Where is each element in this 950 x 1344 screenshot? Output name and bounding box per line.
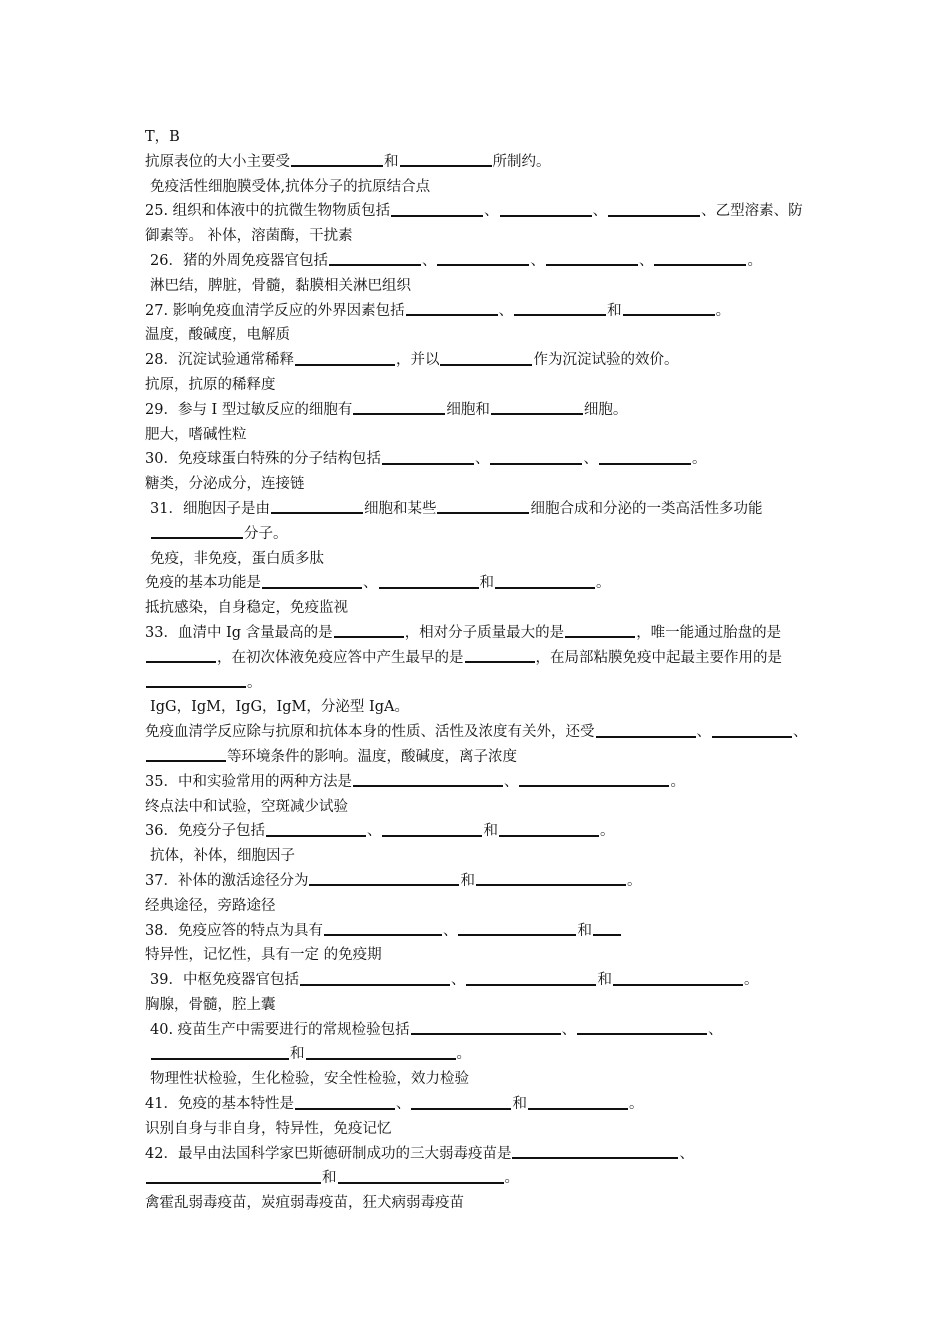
fill-blank[interactable] [437,499,529,515]
answer-line: 免疫活性细胞膜受体,抗体分子的抗原结合点 [150,178,431,195]
fill-blank[interactable] [151,523,243,539]
fill-blank[interactable] [593,920,621,936]
fill-blank[interactable] [565,623,635,639]
fill-blank[interactable] [400,151,492,167]
answer-line: IgG，IgM，IgG，IgM，分泌型 IgA。 [150,699,409,716]
fill-blank[interactable] [309,871,459,887]
question-line: 25. 组织和体液中的抗微生物物质包括 、 、 、乙型溶素、防御素等。 补体，溶菌酶，干扰素 [145,199,810,249]
question-line: 36．免疫分子包括 、 和 。 [145,819,810,844]
fill-blank[interactable] [514,300,606,316]
fill-blank[interactable] [379,573,479,589]
answer-line: 肥大，嗜碱性粒 [145,426,247,443]
question-line: 40. 疫苗生产中需要进行的常规检验包括 、 、和 。 [145,1018,810,1068]
fill-blank[interactable] [266,821,366,837]
fill-blank[interactable] [391,201,483,217]
question-line: 26．猪的外周免疫器官包括 、 、 、 。 [145,249,810,274]
question-line: 37．补体的激活途径分为 和 。 [145,869,810,894]
fill-blank[interactable] [338,1168,504,1184]
fill-blank[interactable] [512,1143,678,1159]
fill-blank[interactable] [491,399,583,415]
fill-blank[interactable] [291,151,383,167]
answer-line: 特异性，记忆性，具有一定 的免疫期 [145,947,382,964]
fill-blank[interactable] [406,300,498,316]
fill-blank[interactable] [440,350,532,366]
answer-line: 抗体，补体，细胞因子 [150,848,295,865]
answer-line: 物理性状检验，生化检验，安全性检验，效力检验 [150,1071,469,1088]
fill-blank[interactable] [295,350,395,366]
fill-blank[interactable] [146,672,246,688]
answer-line: 免疫，非免疫，蛋白质多肽 [150,550,324,567]
fill-blank[interactable] [499,821,599,837]
answer-line: 识别自身与非自身，特异性，免疫记忆 [145,1120,392,1137]
answer-line: 禽霍乱弱毒疫苗，炭疽弱毒疫苗，狂犬病弱毒疫苗 [145,1195,464,1212]
fill-blank[interactable] [596,722,696,738]
fill-blank[interactable] [500,201,592,217]
fill-blank[interactable] [411,1094,511,1110]
fill-blank[interactable] [146,747,226,763]
fill-blank[interactable] [411,1019,561,1035]
answer-line: 抵抗感染，自身稳定，免疫监视 [145,600,348,617]
question-line: 42．最早由法国科学家巴斯德研制成功的三大弱毒疫苗是 、和 。 [145,1142,810,1192]
answer-line: 经典途径，旁路途径 [145,897,276,914]
fill-blank[interactable] [151,1044,289,1060]
fill-blank[interactable] [324,920,442,936]
fill-blank[interactable] [334,623,404,639]
question-line: 30．免疫球蛋白特殊的分子结构包括 、 、 。 [145,447,810,472]
fill-blank[interactable] [300,970,450,986]
question-line: 28．沉淀试验通常稀释 ，并以 作为沉淀试验的效价。 [145,348,810,373]
fill-blank[interactable] [712,722,792,738]
fill-blank[interactable] [476,871,626,887]
fill-blank[interactable] [495,573,595,589]
question-line: 33．血清中 Ig 含量最高的是 ，相对分子质量最大的是 ，唯一能通过胎盘的是，在初次体液免疫应答中产生最早的是 ，在局部粘膜免疫中起最主要作用的是。 [145,621,810,695]
fill-blank[interactable] [146,1168,321,1184]
answer-line: T，B [145,129,180,145]
fill-blank[interactable] [608,201,700,217]
fill-blank[interactable] [490,449,582,465]
answer-line: 胸腺，骨髓，腔上囊 [145,996,276,1013]
fill-blank[interactable] [271,499,363,515]
question-line: 29．参与 I 型过敏反应的细胞有 细胞和 细胞。 [145,398,810,423]
fill-blank[interactable] [437,251,529,267]
question-line: 38．免疫应答的特点为具有 、 和 [145,919,810,944]
fill-blank[interactable] [353,771,503,787]
answer-line: 抗原，抗原的稀释度 [145,376,276,393]
fill-blank[interactable] [623,300,715,316]
fill-blank[interactable] [329,251,421,267]
fill-blank[interactable] [577,1019,707,1035]
question-line: 39．中枢免疫器官包括 、 和 。 [145,968,810,993]
document-body [145,125,810,1216]
question-line: 免疫的基本功能是 、 和 。 [145,571,810,596]
fill-blank[interactable] [382,821,482,837]
fill-blank[interactable] [146,647,216,663]
answer-line: 糖类，分泌成分，连接链 [145,476,305,493]
fill-blank[interactable] [306,1044,456,1060]
answer-line: 淋巴结，脾脏，骨髓，黏膜相关淋巴组织 [150,277,411,294]
fill-blank[interactable] [613,970,743,986]
fill-blank[interactable] [382,449,474,465]
fill-blank[interactable] [654,251,746,267]
fill-blank[interactable] [465,647,535,663]
fill-blank[interactable] [528,1094,628,1110]
fill-blank[interactable] [466,970,596,986]
question-line: 27. 影响免疫血清学反应的外界因素包括 、 和 。 [145,299,810,324]
fill-blank[interactable] [262,573,362,589]
question-line: 31．细胞因子是由 细胞和某些 细胞合成和分泌的一类高活性多功能分子。 [145,497,810,547]
question-line: 35．中和实验常用的两种方法是 、 。 [145,770,810,795]
fill-blank[interactable] [599,449,691,465]
question-line: 41．免疫的基本特性是 、 和 。 [145,1092,810,1117]
fill-blank[interactable] [458,920,576,936]
question-line: 抗原表位的大小主要受 和 所制约。 [145,150,810,175]
fill-blank[interactable] [546,251,638,267]
fill-blank[interactable] [353,399,445,415]
question-line: 免疫血清学反应除与抗原和抗体本身的性质、活性及浓度有关外，还受 、 、等环境条件的影响。温度，酸碱度，离子浓度 [145,720,810,770]
fill-blank[interactable] [295,1094,395,1110]
fill-blank[interactable] [519,771,669,787]
answer-line: 温度，酸碱度，电解质 [145,327,290,344]
answer-line: 终点法中和试验，空斑减少试验 [145,798,348,815]
